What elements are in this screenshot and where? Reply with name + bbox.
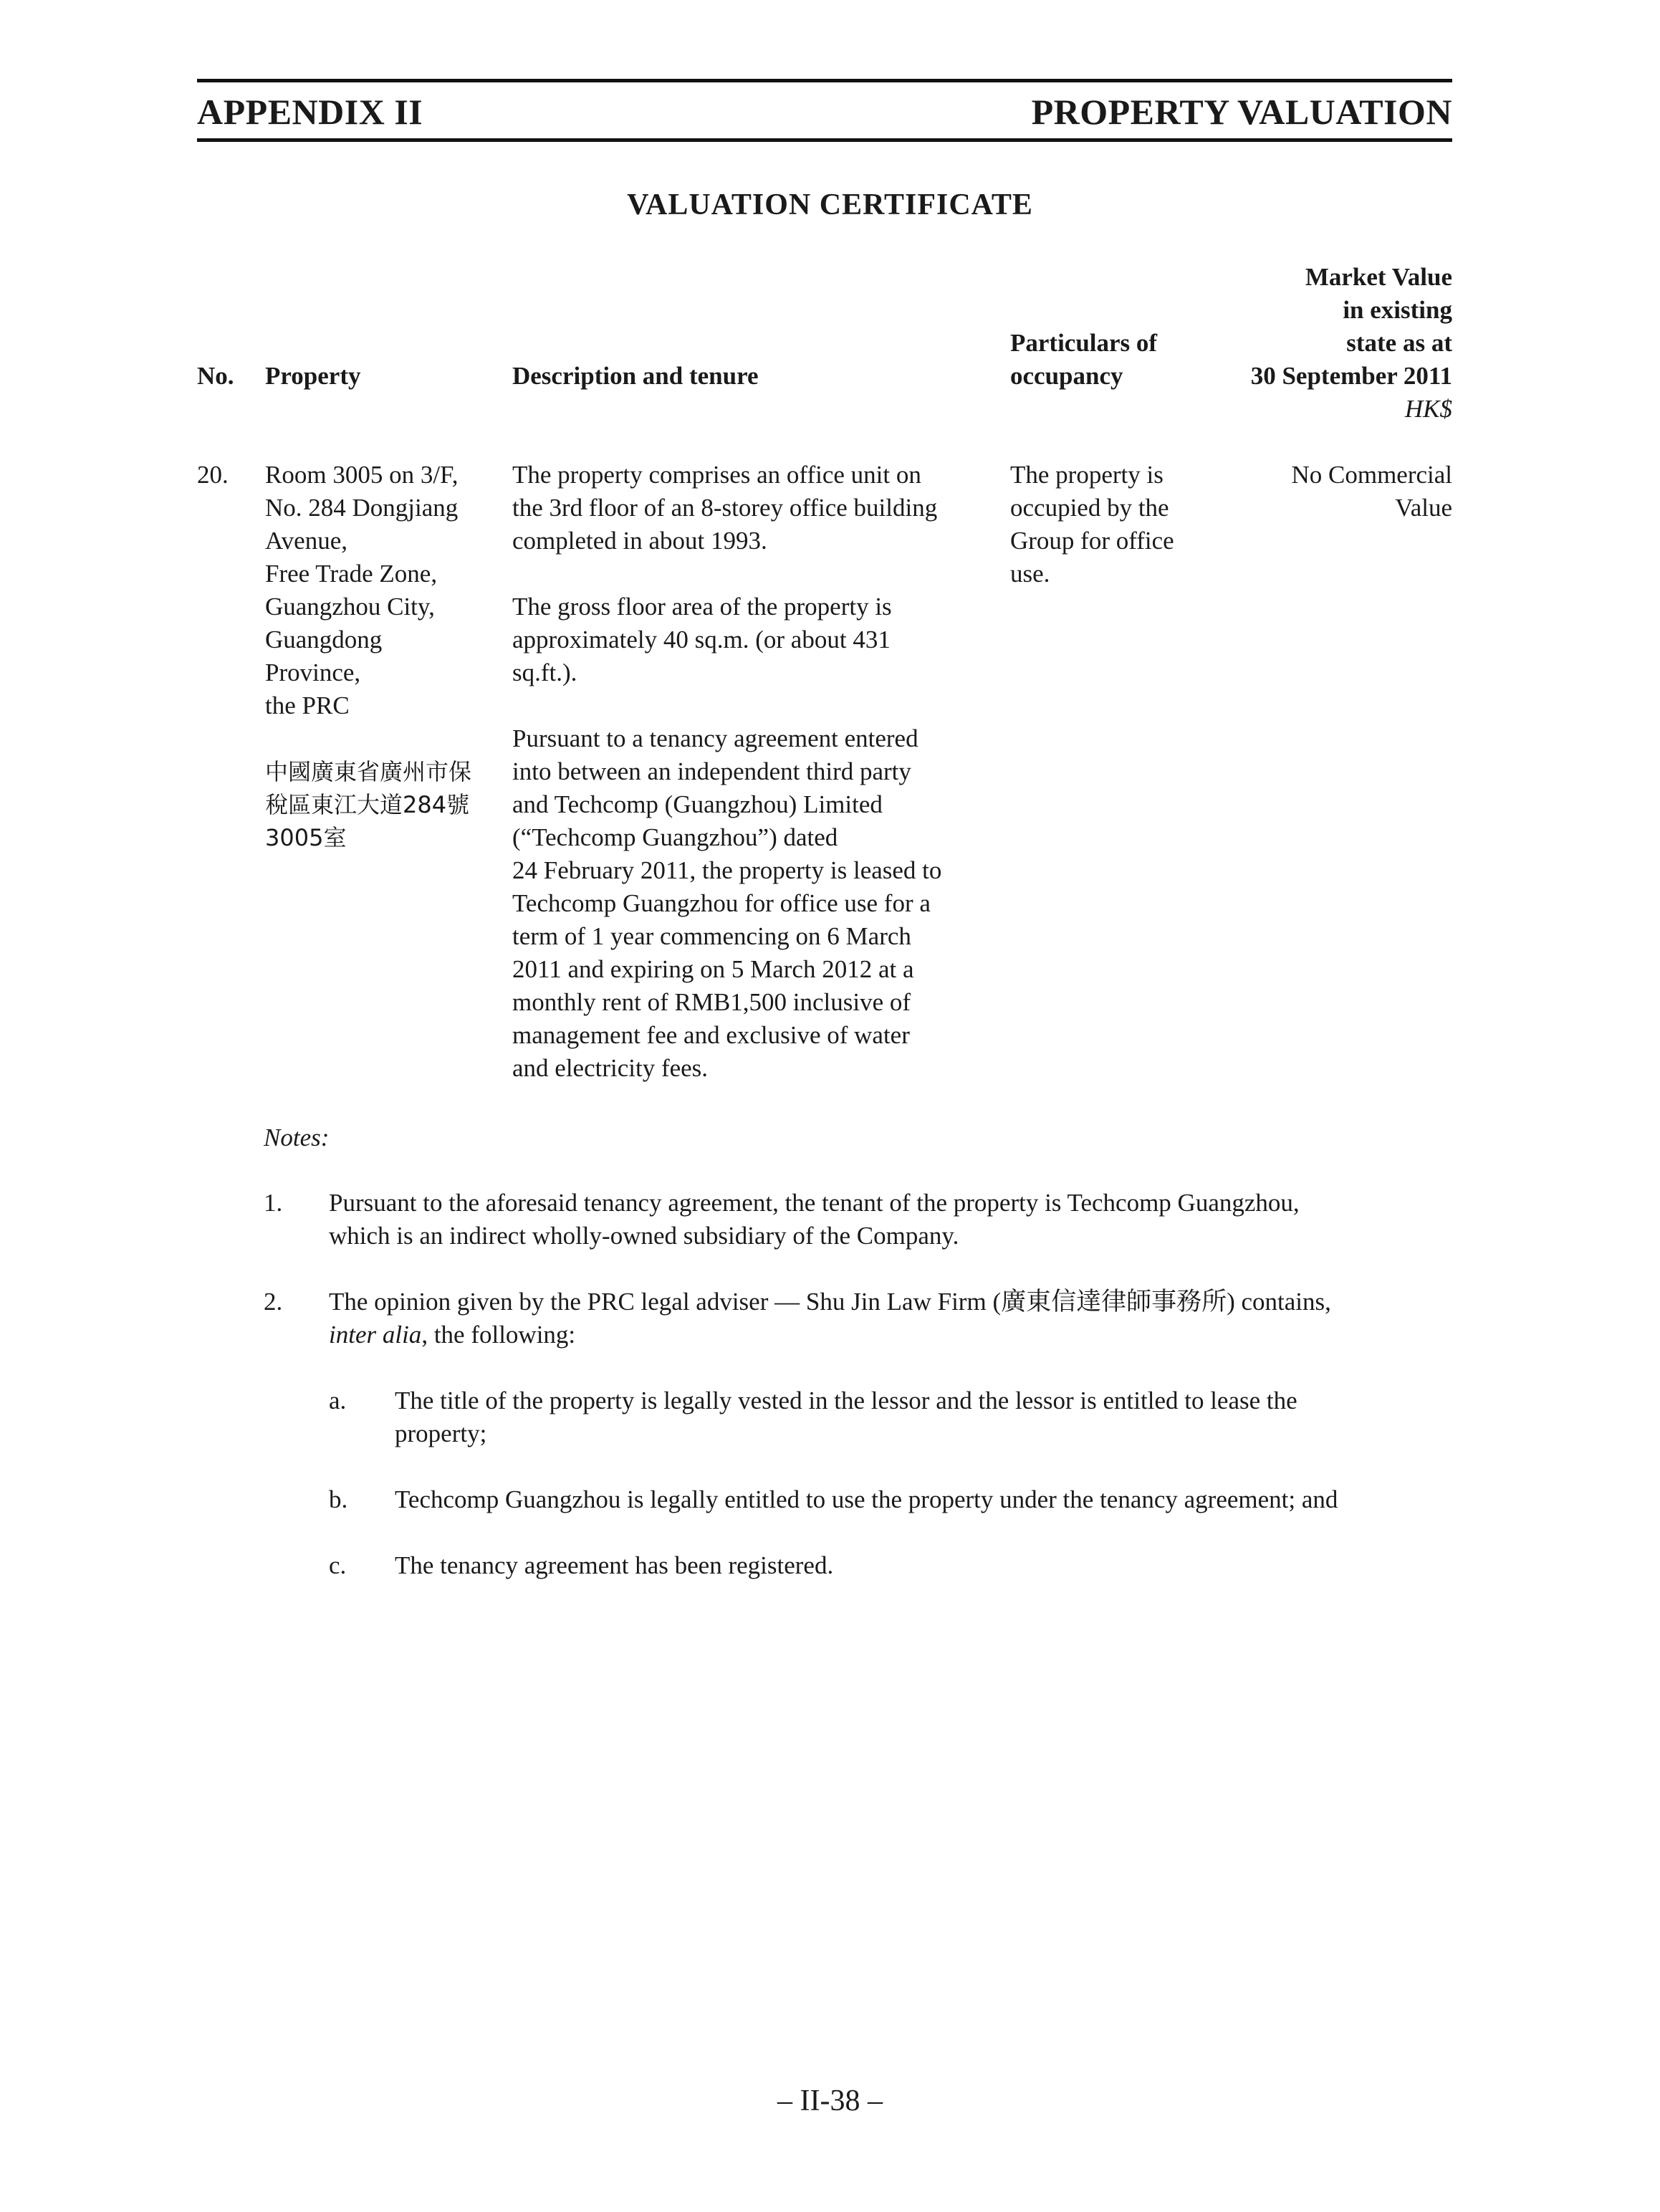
property-address-chinese <box>265 755 471 854</box>
description-tenure <box>512 459 941 1085</box>
subnote-letter: c. <box>329 1551 347 1579</box>
property-line: Room 3005 on 3/F, <box>265 461 459 489</box>
header-top-rule <box>197 79 1452 82</box>
header-market-value <box>1251 261 1452 426</box>
appendix-label: APPENDIX II <box>197 92 423 132</box>
description-line: Pursuant to a tenancy agreement entered <box>512 724 918 752</box>
description-line: (“Techcomp Guangzhou”) dated <box>512 823 838 851</box>
description-line: and Techcomp (Guangzhou) Limited <box>512 790 883 818</box>
subnote-letter: a. <box>329 1387 347 1414</box>
description-line: 24 February 2011, the property is leased to <box>512 856 942 884</box>
property-chinese-line: 中國廣東省廣州市保 <box>265 758 472 785</box>
subnote-line: The tenancy agreement has been registered. <box>395 1551 834 1579</box>
occupancy-line: The property is <box>1010 461 1164 489</box>
header-occupancy-line: Particulars of <box>1010 329 1158 357</box>
subnote-letter: b. <box>329 1485 348 1513</box>
description-paragraph <box>512 590 941 689</box>
description-line: monthly rent of RMB1,500 inclusive of <box>512 988 911 1016</box>
subnote-b-text <box>395 1483 1452 1516</box>
property-line: No. 284 Dongjiang <box>265 494 459 522</box>
section-title: PROPERTY VALUATION <box>1031 92 1452 132</box>
note-line: which is an indirect wholly-owned subsidiary of the Company. <box>329 1222 959 1250</box>
header-value-line: Market Value <box>1305 263 1452 291</box>
header-value-line: 30 September 2011 <box>1250 362 1452 390</box>
property-line: Guangzhou City, <box>265 593 435 621</box>
property-address <box>265 459 458 722</box>
note-line: Pursuant to the aforesaid tenancy agreement, the tenant of the property is Techcomp Guangzhou, <box>329 1189 1300 1217</box>
note-1-text <box>329 1187 1452 1253</box>
property-chinese-line: 3005室 <box>265 824 347 851</box>
description-line: approximately 40 sq.m. (or about 431 <box>512 626 891 653</box>
header-property: Property <box>265 362 361 390</box>
header-no: No. <box>197 362 234 390</box>
property-line: Guangdong <box>265 626 383 653</box>
certificate-title: VALUATION CERTIFICATE <box>627 188 1033 221</box>
description-line: The property comprises an office unit on <box>512 461 921 489</box>
subnote-a-text <box>395 1384 1452 1450</box>
note-italic-term: inter alia <box>329 1321 422 1349</box>
description-line: management fee and exclusive of water <box>512 1021 910 1049</box>
note-number: 1. <box>264 1189 283 1217</box>
market-value-line: Value <box>1395 494 1452 522</box>
header-currency: HK$ <box>1404 395 1452 423</box>
header-value-line: in existing <box>1343 296 1452 324</box>
description-line: the 3rd floor of an 8-storey office building <box>512 494 938 522</box>
header-occupancy-line: occupancy <box>1010 362 1123 390</box>
row-number: 20. <box>197 461 229 489</box>
note-2-text <box>329 1285 1452 1351</box>
page-number: – II-38 – <box>777 2084 883 2117</box>
market-value <box>1291 459 1452 525</box>
description-paragraph <box>512 459 941 557</box>
description-line: Techcomp Guangzhou for office use for a <box>512 889 931 917</box>
note-line <box>329 1318 1452 1351</box>
property-chinese-line: 稅區東江大道284號 <box>265 791 470 818</box>
header-description: Description and tenure <box>512 362 759 390</box>
description-line: and electricity fees. <box>512 1054 709 1082</box>
description-line: The gross floor area of the property is <box>512 593 892 621</box>
property-line: Province, <box>265 659 361 686</box>
occupancy-line: use. <box>1010 560 1050 588</box>
subnote-line: Techcomp Guangzhou is legally entitled to use the property under the tenancy agreement; and <box>395 1485 1338 1513</box>
description-line: completed in about 1993. <box>512 527 767 555</box>
occupancy-line: occupied by the <box>1010 494 1169 522</box>
subnote-line: The title of the property is legally vested in the lessor and the lessor is entitled to lease the <box>395 1387 1297 1414</box>
description-line: into between an independent third party <box>512 757 911 785</box>
description-line: term of 1 year commencing on 6 March <box>512 922 911 950</box>
subnote-c-text <box>395 1549 1452 1582</box>
property-line: Avenue, <box>265 527 347 555</box>
notes-label: Notes: <box>264 1124 330 1152</box>
header-occupancy <box>1010 327 1157 393</box>
market-value-line: No Commercial <box>1291 461 1452 489</box>
note-number: 2. <box>264 1288 283 1316</box>
subnote-line: property; <box>395 1419 487 1447</box>
property-line: the PRC <box>265 691 350 719</box>
occupancy-particulars <box>1010 459 1174 590</box>
property-line: Free Trade Zone, <box>265 560 438 588</box>
note-line: The opinion given by the PRC legal adviser — Shu Jin Law Firm (廣東信達律師事務所) contains, <box>329 1288 1331 1316</box>
header-value-line: state as at <box>1346 329 1452 357</box>
header-bottom-rule <box>197 138 1452 142</box>
description-line: 2011 and expiring on 5 March 2012 at a <box>512 955 914 983</box>
note-line-rest: , the following: <box>421 1321 576 1349</box>
occupancy-line: Group for office <box>1010 527 1174 555</box>
description-paragraph <box>512 722 941 1085</box>
description-line: sq.ft.). <box>512 659 577 686</box>
